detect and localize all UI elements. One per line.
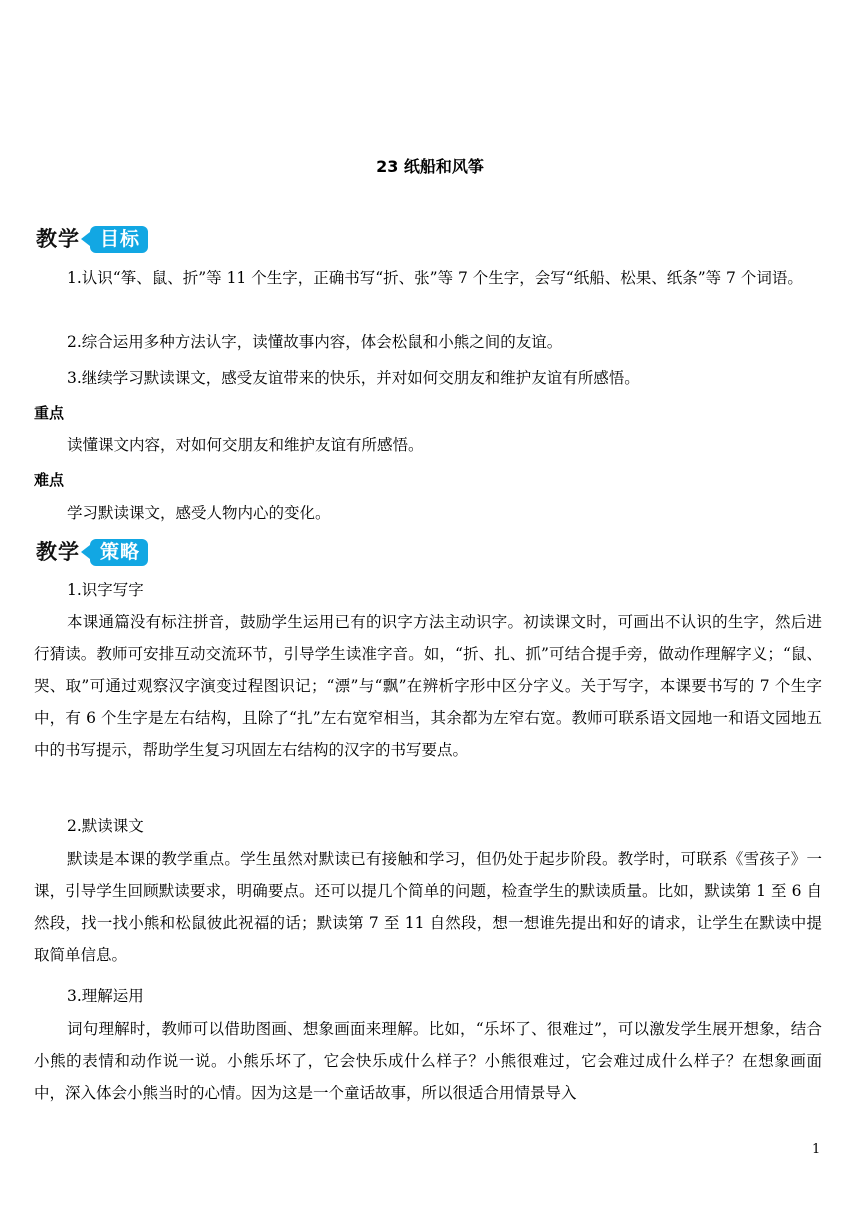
strategy-text-1: 本课通篇没有标注拼音，鼓励学生运用已有的识字方法主动识字。初读课文时，可画出不认识的生字，然后进行猜读。教师可安排互动交流环节，引导学生读准字音。如，“折、扎、抓”可结合提手旁，做动作理解字义；“鼠、哭、取”可通过观察汉字演变过程图识记；“漂”与“飘”在辨析字形中区分字义。关于写字，本课要书写的 7 个生字中，有 6 个生字是左右结构，且除了“扎”左右宽窄相当，其余都为左窄右宽。教师可联系语文园地一和语文园地五中的书写提示，帮助学生复习巩固左右结构的汉字的书写要点。 bbox=[34, 613, 822, 759]
section-header-tag: 目标 bbox=[90, 226, 148, 253]
strategy-heading-1: 1.识字写字 bbox=[67, 581, 144, 599]
goal-item-2: 2.综合运用多种方法认字，读懂故事内容，体会松鼠和小熊之间的友谊。 bbox=[67, 333, 563, 351]
page-number: 1 bbox=[812, 1142, 821, 1157]
page-title: 23 纸船和风筝 bbox=[376, 157, 484, 176]
difficulty-text: 学习默读课文，感受人物内心的变化。 bbox=[67, 504, 331, 522]
section-header-goals bbox=[36, 224, 148, 254]
strategy-text-3: 词句理解时，教师可以借助图画、想象画面来理解。比如，“乐坏了、很难过”，可以激发学生展开想象，结合小熊的表情和动作说一说。小熊乐坏了，它会快乐成什么样子？小熊很难过，它会难过成什么样子？在想象画面中，深入体会小熊当时的心情。因为这是一个童话故事，所以很适合用情景导入 bbox=[34, 1020, 822, 1102]
key-point-text: 读懂课文内容，对如何交朋友和维护友谊有所感悟。 bbox=[67, 436, 424, 454]
goal-item-1: 1.认识“筝、鼠、折”等 11 个生字，正确书写“折、张”等 7 个生字，会写“纸船、松果、纸条”等 7 个词语。 bbox=[67, 269, 803, 287]
key-point-label: 重点 bbox=[34, 404, 65, 422]
section-header-main: 教学 bbox=[36, 227, 80, 251]
section-header-strategy bbox=[36, 537, 148, 567]
strategy-heading-2: 2.默读课文 bbox=[67, 817, 144, 835]
difficulty-label: 难点 bbox=[34, 471, 65, 489]
section-header-tag: 策略 bbox=[90, 539, 148, 566]
section-header-main: 教学 bbox=[36, 540, 80, 564]
strategy-text-2: 默读是本课的教学重点。学生虽然对默读已有接触和学习，但仍处于起步阶段。教学时，可联系《雪孩子》一课，引导学生回顾默读要求，明确要点。还可以提几个简单的问题，检查学生的默读质量。比如，默读第 1 至 6 自然段，找一找小熊和松鼠彼此祝福的话；默读第 7 至 11 自然段，想一想谁先提出和好的请求，让学生在默读中提取简单信息。 bbox=[34, 850, 822, 964]
strategy-heading-3: 3.理解运用 bbox=[67, 987, 144, 1005]
goal-item-3: 3.继续学习默读课文，感受友谊带来的快乐，并对如何交朋友和维护友谊有所感悟。 bbox=[67, 369, 640, 387]
